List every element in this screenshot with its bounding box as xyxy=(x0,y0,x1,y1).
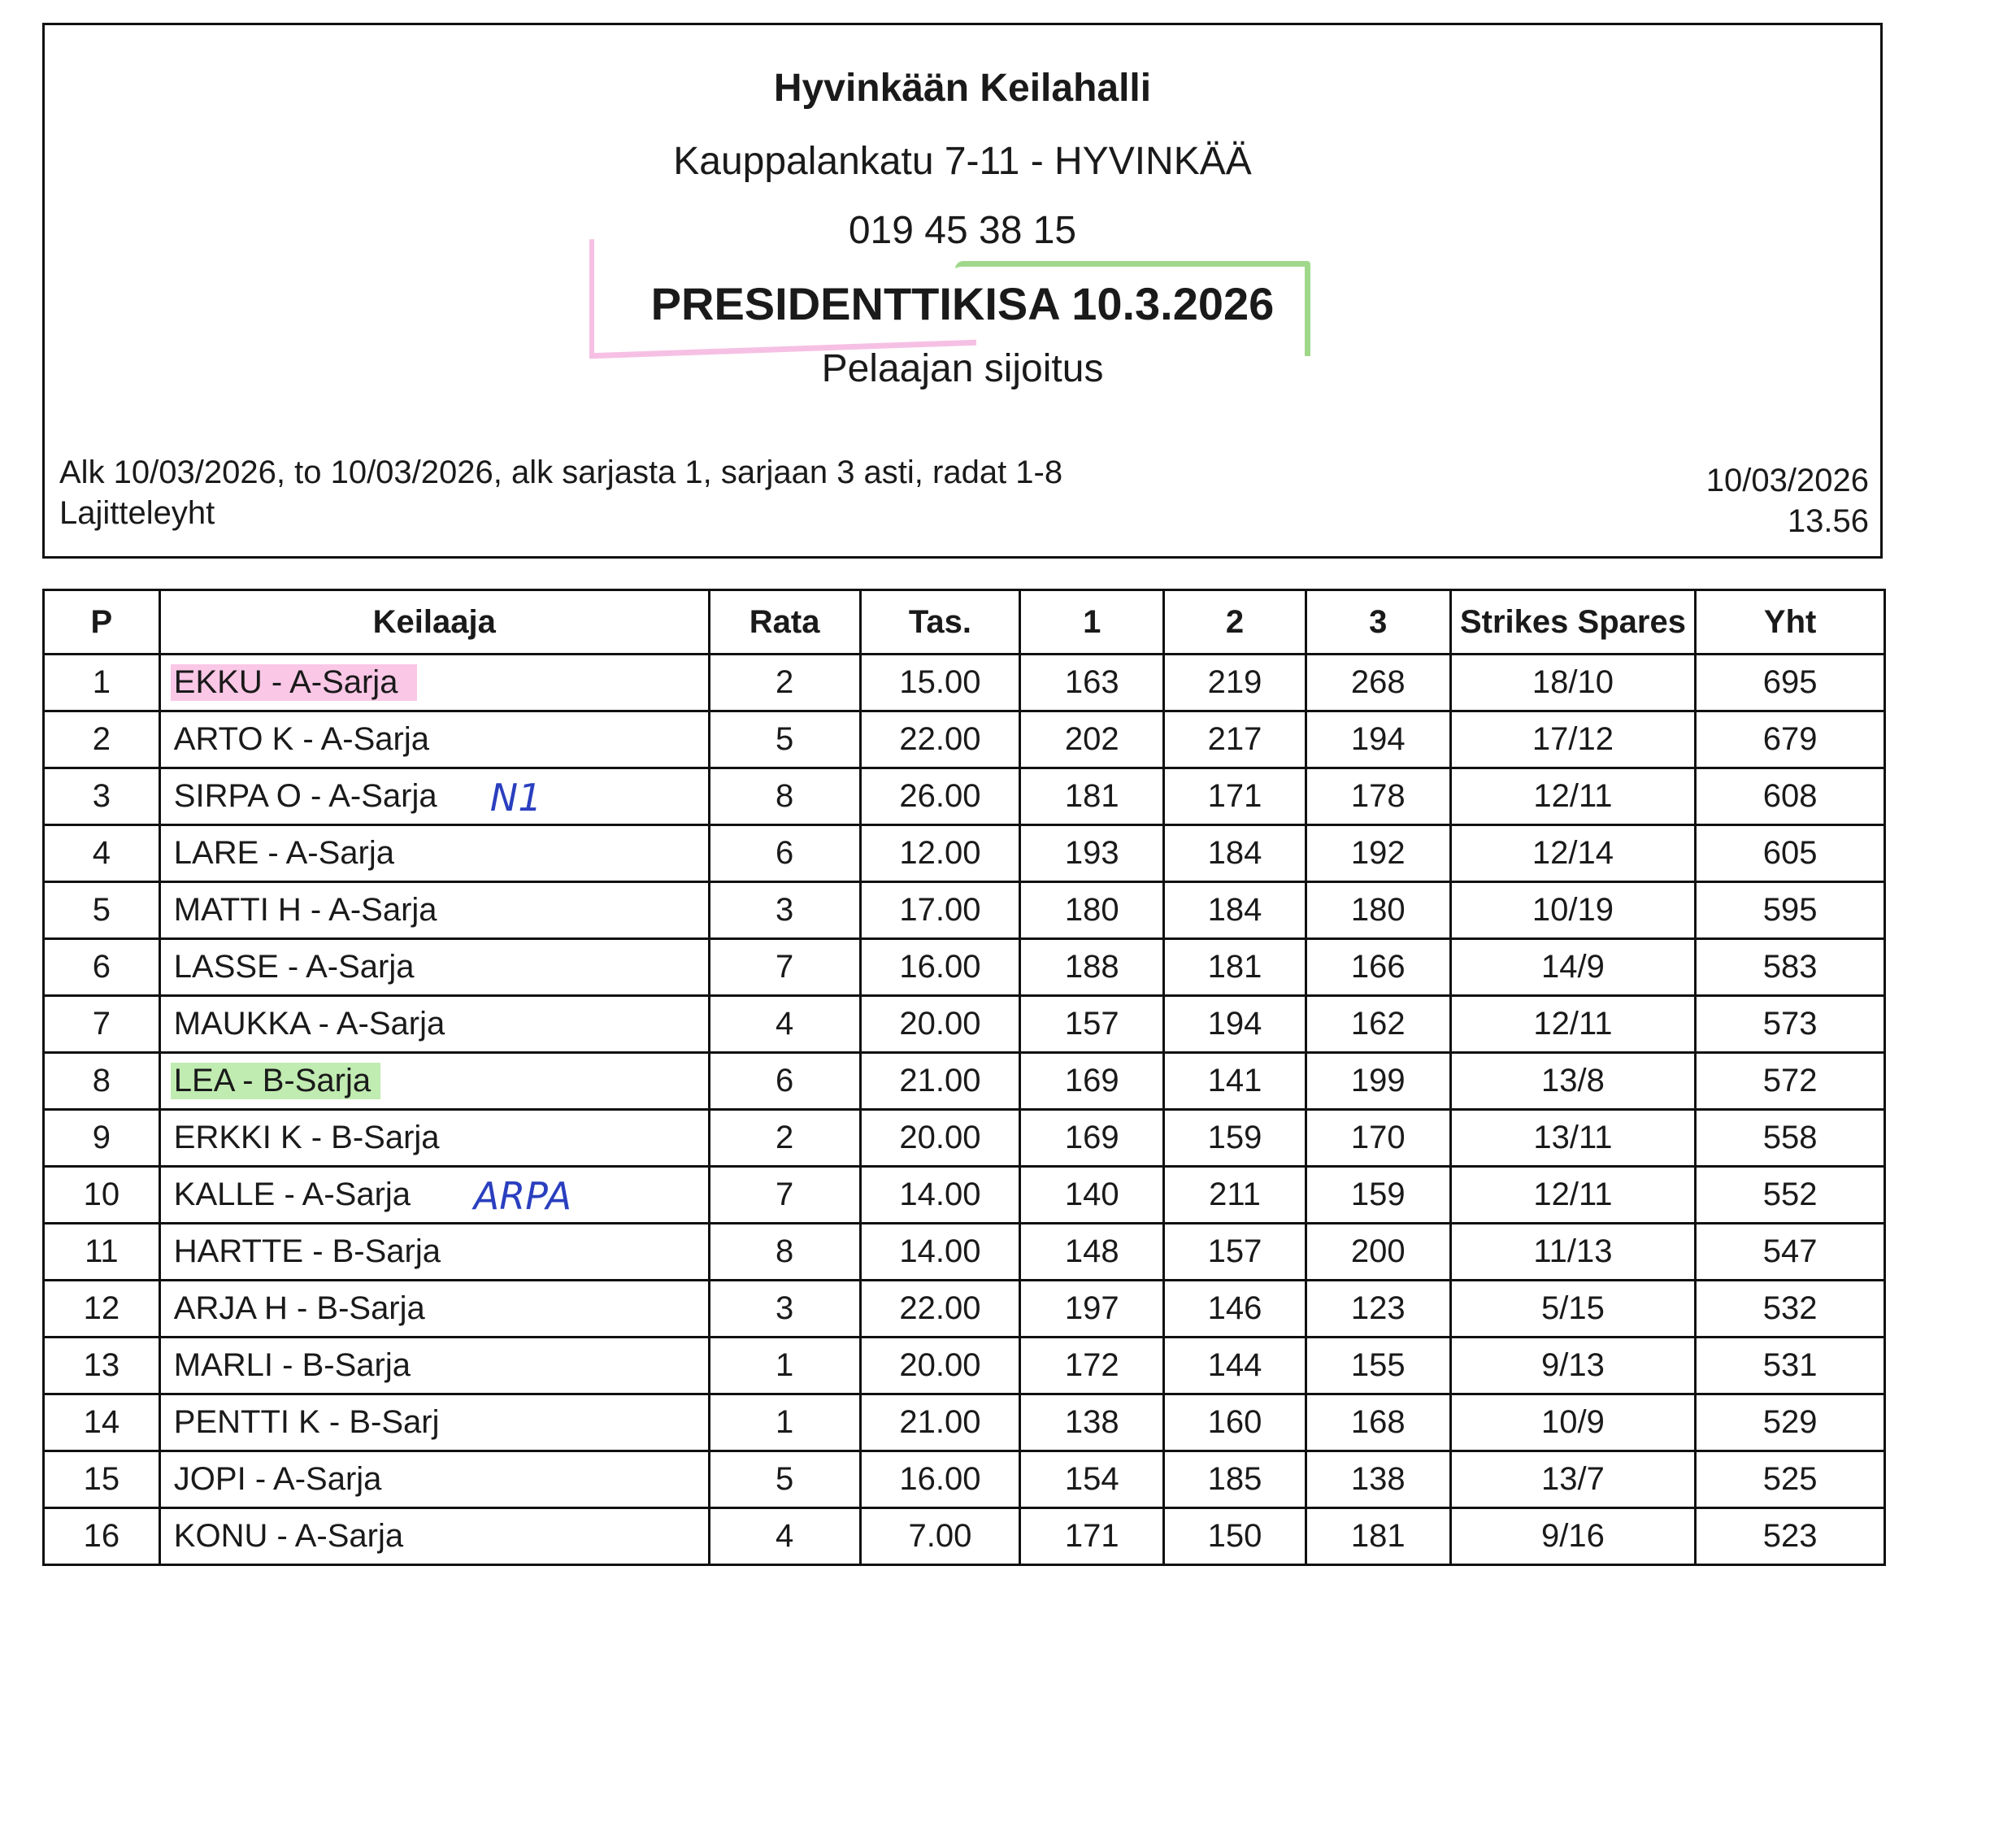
table-cell: 605 xyxy=(1696,825,1885,882)
table-cell: 200 xyxy=(1306,1224,1450,1281)
table-cell xyxy=(159,1394,709,1451)
table-cell: 10/19 xyxy=(1450,882,1696,939)
player-name: HARTTE - B-Sarja xyxy=(173,1233,441,1269)
table-cell: 608 xyxy=(1696,768,1885,825)
table-cell xyxy=(159,1110,709,1167)
table-cell: 22.00 xyxy=(860,711,1020,768)
table-cell: 5/15 xyxy=(1450,1281,1696,1338)
player-name: PENTTI K - B-Sarj xyxy=(173,1404,440,1440)
table-cell: 2 xyxy=(709,655,860,711)
table-cell: 22.00 xyxy=(860,1281,1020,1338)
table-cell: 185 xyxy=(1164,1451,1306,1508)
table-cell: 13/7 xyxy=(1450,1451,1696,1508)
table-cell: 140 xyxy=(1020,1167,1164,1224)
player-name: ARJA H - B-Sarja xyxy=(173,1290,425,1326)
table-cell: 679 xyxy=(1696,711,1885,768)
table-cell: 3 xyxy=(709,882,860,939)
table-cell: 18/10 xyxy=(1450,655,1696,711)
player-name: ERKKI K - B-Sarja xyxy=(173,1120,440,1155)
table-cell: 10/9 xyxy=(1450,1394,1696,1451)
table-cell: 20.00 xyxy=(860,1110,1020,1167)
table-cell: 11/13 xyxy=(1450,1224,1696,1281)
table-cell: 219 xyxy=(1164,655,1306,711)
table-cell: 20.00 xyxy=(860,996,1020,1053)
table-cell xyxy=(159,1338,709,1394)
table-cell: 181 xyxy=(1164,939,1306,996)
table-cell xyxy=(159,655,709,711)
table-cell: 529 xyxy=(1696,1394,1885,1451)
table-cell: 2 xyxy=(44,711,160,768)
table-cell xyxy=(159,1508,709,1565)
player-name: MATTI H - A-Sarja xyxy=(173,892,437,928)
table-cell: 169 xyxy=(1020,1110,1164,1167)
table-cell: 154 xyxy=(1020,1451,1164,1508)
table-cell: 12 xyxy=(44,1281,160,1338)
table-cell: 172 xyxy=(1020,1338,1164,1394)
table-cell: 166 xyxy=(1306,939,1450,996)
table-cell: 178 xyxy=(1306,768,1450,825)
table-cell: 583 xyxy=(1696,939,1885,996)
table-cell: 12.00 xyxy=(860,825,1020,882)
table-cell: 4 xyxy=(709,996,860,1053)
table-cell: 180 xyxy=(1306,882,1450,939)
column-header: 2 xyxy=(1164,590,1306,655)
table-cell: 531 xyxy=(1696,1338,1885,1394)
handwritten-note: ARPA xyxy=(473,1174,572,1218)
table-cell: 163 xyxy=(1020,655,1164,711)
table-cell xyxy=(159,882,709,939)
report-header xyxy=(42,23,1883,559)
table-cell: 16.00 xyxy=(860,939,1020,996)
player-name: ARTO K - A-Sarja xyxy=(173,721,429,757)
table-cell: 14.00 xyxy=(860,1167,1020,1224)
column-header: Rata xyxy=(709,590,860,655)
table-cell: 194 xyxy=(1164,996,1306,1053)
table-cell: 13 xyxy=(44,1338,160,1394)
column-header: Yht xyxy=(1696,590,1885,655)
player-name: LASSE - A-Sarja xyxy=(173,949,415,985)
table-row xyxy=(44,1053,1885,1110)
table-cell: 1 xyxy=(44,655,160,711)
table-cell: 695 xyxy=(1696,655,1885,711)
player-name: KALLE - A-Sarja xyxy=(173,1177,411,1212)
player-name: JOPI - A-Sarja xyxy=(173,1461,382,1497)
table-cell: 192 xyxy=(1306,825,1450,882)
table-cell: 148 xyxy=(1020,1224,1164,1281)
filter-text: Alk 10/03/2026, to 10/03/2026, alk sarjasta 1, sarjaan 3 asti, radat 1-8 xyxy=(59,455,1063,490)
table-cell: 7.00 xyxy=(860,1508,1020,1565)
table-cell: 12/11 xyxy=(1450,1167,1696,1224)
event-title: PRESIDENTTIKISA 10.3.2026 xyxy=(650,278,1275,329)
table-cell: 194 xyxy=(1306,711,1450,768)
table-cell: 16 xyxy=(44,1508,160,1565)
table-cell xyxy=(159,825,709,882)
table-cell: 155 xyxy=(1306,1338,1450,1394)
table-cell: 11 xyxy=(44,1224,160,1281)
table-row xyxy=(44,882,1885,939)
table-cell: 202 xyxy=(1020,711,1164,768)
table-cell: 157 xyxy=(1164,1224,1306,1281)
table-cell: 14.00 xyxy=(860,1224,1020,1281)
table-row xyxy=(44,1110,1885,1167)
player-name: LEA - B-Sarja xyxy=(171,1063,380,1099)
column-header: 3 xyxy=(1306,590,1450,655)
table-cell: 13/8 xyxy=(1450,1053,1696,1110)
table-row xyxy=(44,1167,1885,1224)
table-cell: 3 xyxy=(709,1281,860,1338)
table-cell: 268 xyxy=(1306,655,1450,711)
venue-phone: 019 45 38 15 xyxy=(848,209,1077,252)
table-cell: 9/13 xyxy=(1450,1338,1696,1394)
venue-address: Kauppalankatu 7-11 - HYVINKÄÄ xyxy=(673,140,1252,183)
table-cell xyxy=(159,939,709,996)
table-cell xyxy=(159,1451,709,1508)
table-cell: 8 xyxy=(44,1053,160,1110)
table-cell: 573 xyxy=(1696,996,1885,1053)
table-cell: 572 xyxy=(1696,1053,1885,1110)
player-name: EKKU - A-Sarja xyxy=(171,664,418,701)
column-header: Tas. xyxy=(860,590,1020,655)
table-cell xyxy=(159,1281,709,1338)
table-cell: 199 xyxy=(1306,1053,1450,1110)
table-cell: 15 xyxy=(44,1451,160,1508)
table-row xyxy=(44,1394,1885,1451)
table-cell: 1 xyxy=(709,1338,860,1394)
table-cell: 12/11 xyxy=(1450,996,1696,1053)
table-row xyxy=(44,939,1885,996)
table-cell: 17/12 xyxy=(1450,711,1696,768)
table-cell: 7 xyxy=(709,939,860,996)
table-cell: 4 xyxy=(44,825,160,882)
table-cell: 6 xyxy=(709,1053,860,1110)
table-cell: 14/9 xyxy=(1450,939,1696,996)
table-cell xyxy=(159,1053,709,1110)
table-cell xyxy=(159,711,709,768)
table-cell: 123 xyxy=(1306,1281,1450,1338)
table-cell: 12/11 xyxy=(1450,768,1696,825)
table-cell: 184 xyxy=(1164,825,1306,882)
table-cell: 17.00 xyxy=(860,882,1020,939)
table-cell: 5 xyxy=(709,1451,860,1508)
table-cell: 15.00 xyxy=(860,655,1020,711)
table-cell: 141 xyxy=(1164,1053,1306,1110)
report-filter xyxy=(59,452,1062,533)
table-cell: 162 xyxy=(1306,996,1450,1053)
table-cell: 14 xyxy=(44,1394,160,1451)
handwritten-note: N1 xyxy=(489,776,542,820)
table-cell: 523 xyxy=(1696,1508,1885,1565)
venue-name: Hyvinkään Keilahalli xyxy=(773,67,1152,110)
table-cell: 2 xyxy=(709,1110,860,1167)
table-cell: 12/14 xyxy=(1450,825,1696,882)
table-cell: 181 xyxy=(1306,1508,1450,1565)
table-cell: 3 xyxy=(44,768,160,825)
table-row xyxy=(44,768,1885,825)
table-cell: 7 xyxy=(44,996,160,1053)
player-name: SIRPA O - A-Sarja xyxy=(173,778,437,814)
table-cell: 171 xyxy=(1164,768,1306,825)
table-cell: 217 xyxy=(1164,711,1306,768)
table-cell: 168 xyxy=(1306,1394,1450,1451)
table-cell: 558 xyxy=(1696,1110,1885,1167)
table-cell: 193 xyxy=(1020,825,1164,882)
table-cell xyxy=(159,1224,709,1281)
table-cell: 6 xyxy=(709,825,860,882)
table-row xyxy=(44,1281,1885,1338)
table-cell: 21.00 xyxy=(860,1053,1020,1110)
table-cell: 144 xyxy=(1164,1338,1306,1394)
table-cell: 16.00 xyxy=(860,1451,1020,1508)
table-cell: 1 xyxy=(709,1394,860,1451)
table-cell: 146 xyxy=(1164,1281,1306,1338)
column-header: 1 xyxy=(1020,590,1164,655)
table-cell: 188 xyxy=(1020,939,1164,996)
table-cell: 547 xyxy=(1696,1224,1885,1281)
table-cell: 6 xyxy=(44,939,160,996)
table-cell: 552 xyxy=(1696,1167,1885,1224)
table-row xyxy=(44,1508,1885,1565)
table-cell: 595 xyxy=(1696,882,1885,939)
table-row xyxy=(44,996,1885,1053)
table-cell: 170 xyxy=(1306,1110,1450,1167)
print-time: 13.56 xyxy=(1787,503,1869,539)
table-row xyxy=(44,1451,1885,1508)
player-name: LARE - A-Sarja xyxy=(173,835,395,871)
table-cell: 169 xyxy=(1020,1053,1164,1110)
table-cell: 160 xyxy=(1164,1394,1306,1451)
player-name: KONU - A-Sarja xyxy=(173,1518,404,1554)
table-header-row xyxy=(44,590,1885,655)
table-row xyxy=(44,1338,1885,1394)
table-cell: 13/11 xyxy=(1450,1110,1696,1167)
table-cell xyxy=(159,1167,709,1224)
player-name: MARLI - B-Sarja xyxy=(173,1347,411,1383)
table-row xyxy=(44,711,1885,768)
table-cell: 5 xyxy=(709,711,860,768)
table-cell: 138 xyxy=(1306,1451,1450,1508)
table-row xyxy=(44,1224,1885,1281)
table-cell xyxy=(159,768,709,825)
table-cell: 184 xyxy=(1164,882,1306,939)
table-cell: 171 xyxy=(1020,1508,1164,1565)
table-cell: 197 xyxy=(1020,1281,1164,1338)
table-cell: 159 xyxy=(1164,1110,1306,1167)
table-cell xyxy=(159,996,709,1053)
table-cell: 157 xyxy=(1020,996,1164,1053)
table-cell: 180 xyxy=(1020,882,1164,939)
table-cell: 138 xyxy=(1020,1394,1164,1451)
table-cell: 21.00 xyxy=(860,1394,1020,1451)
table-cell: 532 xyxy=(1696,1281,1885,1338)
column-header: P xyxy=(44,590,160,655)
player-name: MAUKKA - A-Sarja xyxy=(173,1006,445,1042)
table-cell: 26.00 xyxy=(860,768,1020,825)
table-cell: 9 xyxy=(44,1110,160,1167)
print-timestamp xyxy=(1706,460,1869,542)
table-cell: 10 xyxy=(44,1167,160,1224)
table-cell: 5 xyxy=(44,882,160,939)
table-cell: 181 xyxy=(1020,768,1164,825)
column-header: Keilaaja xyxy=(159,590,709,655)
table-cell: 150 xyxy=(1164,1508,1306,1565)
results-table xyxy=(42,589,1886,1566)
print-date: 10/03/2026 xyxy=(1705,463,1869,498)
sort-text: Lajitteleyht xyxy=(59,495,215,531)
table-cell: 9/16 xyxy=(1450,1508,1696,1565)
table-cell: 20.00 xyxy=(860,1338,1020,1394)
table-cell: 525 xyxy=(1696,1451,1885,1508)
report-subtitle: Pelaajan sijoitus xyxy=(821,347,1104,390)
table-cell: 159 xyxy=(1306,1167,1450,1224)
table-cell: 211 xyxy=(1164,1167,1306,1224)
table-row xyxy=(44,655,1885,711)
table-cell: 4 xyxy=(709,1508,860,1565)
table-cell: 8 xyxy=(709,1224,860,1281)
table-cell: 8 xyxy=(709,768,860,825)
column-header: Strikes Spares xyxy=(1450,590,1696,655)
table-cell: 7 xyxy=(709,1167,860,1224)
table-row xyxy=(44,825,1885,882)
